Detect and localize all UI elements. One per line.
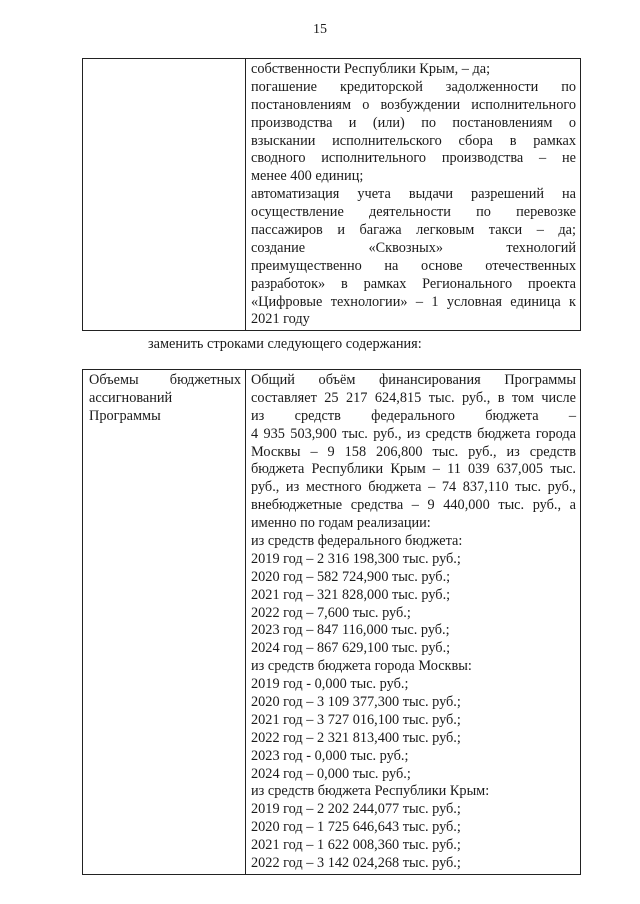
text-line: производства и (или) по постановлениям о xyxy=(251,114,576,131)
text-line: осуществление деятельности по перевозке xyxy=(251,204,576,221)
text-line: 4 935 503,900 тыс. руб., из средств бюджета города xyxy=(251,425,576,442)
text-line: 2023 год - 0,000 тыс. руб.; xyxy=(251,747,409,764)
text-line: из средств бюджета Республики Крым: xyxy=(251,783,490,800)
text-line: из средств федерального бюджета – xyxy=(251,407,576,424)
text-line: 2021 год – 321 828,000 тыс. руб.; xyxy=(251,586,451,603)
table-row xyxy=(83,59,581,331)
text-line: составляет 25 217 624,815 тыс. руб., в том числе xyxy=(251,389,576,406)
instruction-text: заменить строками следующего содержания: xyxy=(148,336,422,352)
replacement-table xyxy=(82,369,581,875)
text-line: 2024 год – 0,000 тыс. руб.; xyxy=(251,765,411,782)
text-line: руб., из местного бюджета – 74 837,110 тыс. руб., xyxy=(251,479,576,496)
text-line: взыскании исполнительского сбора в рамках xyxy=(251,132,576,149)
text-line: 2020 год – 3 109 377,300 тыс. руб.; xyxy=(251,694,461,711)
text-line: разработок» в рамках Регионального проекта xyxy=(251,275,576,292)
text-line: Общий объём финансирования Программы xyxy=(251,372,576,388)
text-line: 2020 год – 582 724,900 тыс. руб.; xyxy=(251,568,451,585)
text-line: из средств федерального бюджета: xyxy=(251,533,463,550)
text-line: 2020 год – 1 725 646,643 тыс. руб.; xyxy=(251,819,461,836)
text-line: 2019 год – 2 316 198,300 тыс. руб.; xyxy=(251,550,461,567)
text-line: 2022 год – 2 321 813,400 тыс. руб.; xyxy=(251,729,461,746)
text-line: 2023 год – 847 116,000 тыс. руб.; xyxy=(251,622,450,639)
table-cell-content xyxy=(246,370,581,875)
text-line: сводного исполнительного производства – не xyxy=(251,150,576,167)
text-line: преимущественно на основе отечественных xyxy=(251,257,576,274)
text-line: внебюджетные средства – 9 440,000 тыс. руб., а xyxy=(251,497,576,514)
text-line: 2022 год – 7,600 тыс. руб.; xyxy=(251,604,411,621)
continued-table xyxy=(82,58,581,331)
text-line: погашение кредиторской задолженности по xyxy=(251,78,576,95)
text-line: 2024 год – 867 629,100 тыс. руб.; xyxy=(251,640,451,657)
text-line: постановлениям о возбуждении исполнительного xyxy=(251,96,576,113)
text-line: Москвы – 9 158 206,800 тыс. руб., из средств xyxy=(251,443,576,460)
text-line: 2022 год – 3 142 024,268 тыс. руб.; xyxy=(251,855,461,872)
text-line: 2021 год – 1 622 008,360 тыс. руб.; xyxy=(251,837,461,854)
text-line: ассигнований xyxy=(89,389,173,406)
text-line: автоматизация учета выдачи разрешений на xyxy=(251,186,576,203)
text-line: собственности Республики Крым, – да; xyxy=(251,61,491,77)
table-row xyxy=(83,370,581,875)
text-line: создание «Сквозных» технологий xyxy=(251,239,576,256)
text-line: именно по годам реализации: xyxy=(251,515,431,532)
cell-text-block xyxy=(246,370,580,874)
page-number: 15 xyxy=(313,22,327,37)
table-cell-label xyxy=(83,370,246,875)
text-line: менее 400 единиц; xyxy=(251,168,364,185)
text-line: Объемы бюджетных xyxy=(89,372,241,388)
text-line: 2021 году xyxy=(251,311,310,328)
text-line: 2019 год – 2 202 244,077 тыс. руб.; xyxy=(251,801,461,818)
cell-label-block xyxy=(83,370,245,427)
text-line: Программы xyxy=(89,407,161,424)
text-line: из средств бюджета города Москвы: xyxy=(251,658,472,675)
table-cell-content xyxy=(246,59,581,331)
text-line: 2019 год - 0,000 тыс. руб.; xyxy=(251,676,409,693)
text-line: пассажиров и багажа легковым такси – да; xyxy=(251,222,576,239)
cell-text-block xyxy=(246,59,580,330)
table-cell-empty xyxy=(83,59,246,331)
text-line: 2021 год – 3 727 016,100 тыс. руб.; xyxy=(251,711,461,728)
text-line: бюджета Республики Крым – 11 039 637,005 тыс. xyxy=(251,461,576,478)
text-line: «Цифровые технологии» – 1 условная единица к xyxy=(251,293,576,310)
